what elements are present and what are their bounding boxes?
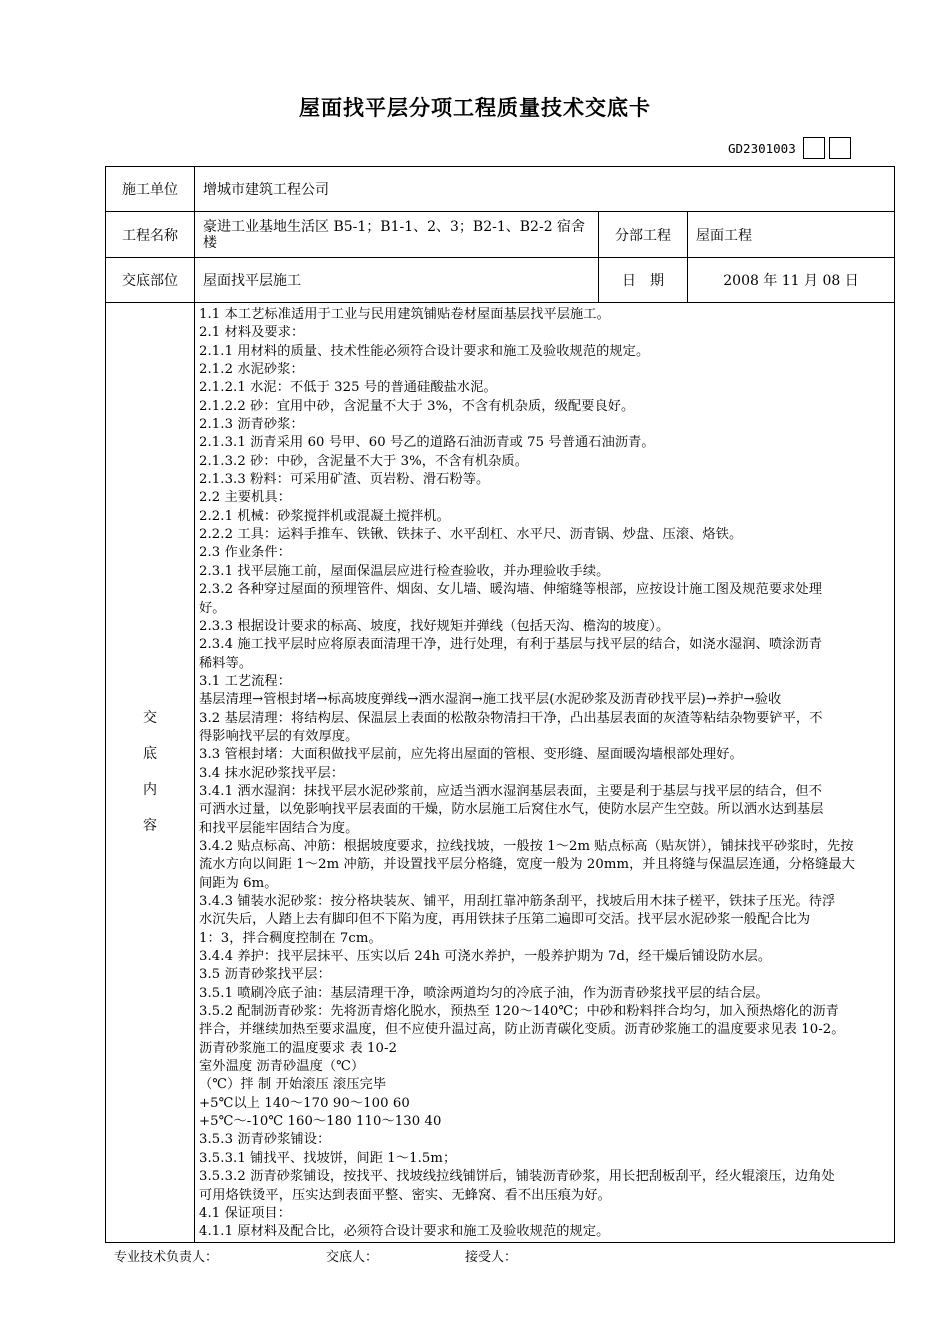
content-line: 2.1.3.3 粉料：可采用矿渣、页岩粉、滑石粉等。 <box>199 472 490 488</box>
content-line: 2.1.3.1 沥青采用 60 号甲、60 号乙的道路石油沥青或 75 号普通石油沥青。 <box>199 435 655 451</box>
content-line: 4.1 保证项目： <box>199 1205 292 1221</box>
receiver-label: 接受人： <box>465 1250 518 1265</box>
part-value: 屋面找平层施工 <box>195 258 599 303</box>
content-line: 拌合，并继续加热至要求温度，但不应使升温过高，防止沥青碳化变质。沥青砂浆施工的温度要求见表 10-2。 <box>199 1022 845 1038</box>
subproject-label: 分部工程 <box>599 212 688 258</box>
date-label: 日 期 <box>599 258 688 303</box>
content-line: 2.3.1 找平层施工前，屋面保温层应进行检查验收，并办理验收手续。 <box>199 563 610 579</box>
code-checkbox-1 <box>803 137 825 159</box>
content-line: 3.1 工艺流程： <box>199 673 292 689</box>
content-vertical-label <box>106 303 195 1243</box>
content-line: 2.1.3 沥青砂浆： <box>199 417 304 433</box>
content-line: 3.4.4 养护：找平层抹平、压实以后 24h 可浇水养护，一般养护期为 7d，经干燥后铺设防水层。 <box>199 949 772 965</box>
date-value: 2008 年 11 月 08 日 <box>688 258 895 303</box>
content-line: 3.2 基层清理：将结构层、保温层上表面的松散杂物清扫干净，凸出基层表面的灰渣等粘结杂物要铲平，不 <box>199 710 823 726</box>
content-line: 1：3，拌合稠度控制在 7cm。 <box>199 930 382 946</box>
disclosure-table <box>105 166 895 1243</box>
content-line: 得影响找平层的有效厚度。 <box>199 728 359 744</box>
content-line: 3.4.2 贴点标高、冲筋：根据坡度要求，拉线找坡，一般按 1～2m 贴点标高（贴灰饼），铺抹找平砂浆时，先按 <box>199 838 854 854</box>
content-label-char: 容 <box>143 818 157 835</box>
content-line: 3.5.1 喷刷冷底子油：基层清理干净，喷涂两道均匀的冷底子油，作为沥青砂浆找平层的结合层。 <box>199 985 769 1001</box>
part-label: 交底部位 <box>106 258 195 303</box>
content-line: 基层清理→管根封堵→标高坡度弹线→洒水湿润→施工找平层(水泥砂浆及沥青砂找平层)→养护→验收 <box>199 692 782 708</box>
content-line: 3.5 沥青砂浆找平层： <box>199 967 331 983</box>
content-line: +5℃以上 140～170 90～100 60 <box>199 1095 410 1111</box>
content-line: 2.1.2.1 水泥：不低于 325 号的普通硅酸盐水泥。 <box>199 380 497 396</box>
project-value: 豪进工业基地生活区 B5-1；B1-1、2、3；B2-1、B2-2 宿舍楼 <box>195 212 599 258</box>
tech-lead-label: 专业技术负责人： <box>114 1250 219 1265</box>
content-line: 稀料等。 <box>199 655 253 671</box>
content-line: 3.5.3.2 沥青砂浆铺设，按找平、找坡线拉线铺饼后，铺装沥青砂浆，用长把刮板刮平，经火辊滚压，边角处 <box>199 1169 835 1185</box>
content-line: 好。 <box>199 600 226 616</box>
content-line: 2.1.2 水泥砂浆： <box>199 362 304 378</box>
content-lines <box>199 306 890 1242</box>
content-line: 4.1.1 原材料及配合比，必须符合设计要求和施工及验收规范的规定。 <box>199 1224 610 1240</box>
content-line: 2.1 材料及要求： <box>199 325 305 341</box>
content-line: 2.1.3.2 砂：中砂，含泥量不大于 3%，不含有机杂质。 <box>199 453 529 469</box>
content-line: 可洒水过量，以免影响找平层表面的干燥，防水层施工后窝住水气，使防水层产生空鼓。所以洒水达到基层 <box>199 802 824 818</box>
project-label: 工程名称 <box>106 212 195 258</box>
content-line: 和找平层能牢固结合为度。 <box>199 820 359 836</box>
content-label-char: 内 <box>143 782 157 799</box>
document-code: GD2301003 <box>728 140 796 156</box>
content-line: 2.3.4 施工找平层时应将原表面清理干净，进行处理，有利于基层与找平层的结合，如浇水湿润、喷涂沥青 <box>199 637 822 653</box>
disclosure-content <box>195 303 895 1243</box>
content-line: 沥青砂浆施工的温度要求 表 10-2 <box>199 1040 398 1056</box>
content-line: 2.3.3 根据设计要求的标高、坡度，找好规矩并弹线（包括天沟、檐沟的坡度）。 <box>199 618 670 634</box>
content-line: 3.5.3 沥青砂浆铺设： <box>199 1132 331 1148</box>
content-label-char: 底 <box>143 746 157 763</box>
content-label-char: 交 <box>143 710 157 727</box>
content-line: 3.3 管根封堵：大面积做找平层前，应先将出屋面的管根、变形缝、屋面暖沟墙根部处理好。 <box>199 747 743 763</box>
subproject-value: 屋面工程 <box>688 212 895 258</box>
content-line: 流水方向以间距 1～2m 冲筋，并设置找平层分格缝，宽度一般为 20mm，并且将缝与保温层连通，分格缝最大 <box>199 857 856 873</box>
document-code-row <box>728 136 851 160</box>
content-line: +5℃～-10℃ 160～180 110～130 40 <box>199 1114 442 1130</box>
content-line: 2.1.2.2 砂：宜用中砂，含泥量不大于 3%，不含有机杂质，级配要良好。 <box>199 398 635 414</box>
content-line: 可用烙铁烫平，压实达到表面平整、密实、无蜂窝、看不出压痕为好。 <box>199 1187 611 1203</box>
presenter-label: 交底人： <box>326 1250 379 1265</box>
unit-label: 施工单位 <box>106 167 195 212</box>
content-line: 3.4.3 铺装水泥砂浆：按分格块装灰、铺平，用刮扛靠冲筋条刮平，找坡后用木抹子槎平，铁抹子压光。待浮 <box>199 894 836 909</box>
content-line: 2.1.1 用材料的质量、技术性能必须符合设计要求和施工及验收规范的规定。 <box>199 343 650 359</box>
content-line: 2.2.2 工具：运料手推车、铁锹、铁抹子、水平刮杠、水平尺、沥青锅、炒盘、压滚、烙铁。 <box>199 527 743 543</box>
content-line: 2.2.1 机械：砂浆搅拌机或混凝土搅拌机。 <box>199 508 450 524</box>
content-line: 3.4 抹水泥砂浆找平层： <box>199 765 345 781</box>
content-line: （℃）拌 制 开始滚压 滚压完毕 <box>199 1077 387 1093</box>
content-line: 1.1 本工艺标准适用于工业与民用建筑铺贴卷材屋面基层找平层施工。 <box>199 307 610 322</box>
code-checkbox-2 <box>829 137 851 159</box>
unit-value: 增城市建筑工程公司 <box>195 167 895 212</box>
content-line: 3.4.1 洒水湿润：抹找平层水泥砂浆前，应适当洒水湿润基层表面，主要是利于基层与找平层的结合，但不 <box>199 783 822 799</box>
content-line: 2.3.2 各种穿过屋面的预埋管件、烟囱、女儿墙、暖沟墙、伸缩缝等根部，应按设计施工图及规范要求处理 <box>199 582 822 598</box>
content-line: 间距为 6m。 <box>199 875 278 891</box>
signature-footer <box>114 1246 517 1265</box>
content-line: 3.5.2 配制沥青砂浆：先将沥青熔化脱水，预热至 120～140℃；中砂和粉料拌合均匀，加入预热熔化的沥青 <box>199 1004 839 1020</box>
content-line: 水沉失后，人踏上去有脚印但不下陷为度，再用铁抹子压第二遍即可交活。找平层水泥砂浆一般配合比为 <box>199 912 811 928</box>
content-line: 3.5.3.1 铺找平、找坡饼，间距 1～1.5m； <box>199 1150 457 1166</box>
content-line: 2.2 主要机具： <box>199 490 292 506</box>
content-line: 室外温度 沥青砂温度（℃） <box>199 1059 365 1075</box>
document-title: 屋面找平层分项工程质量技术交底卡 <box>299 96 651 120</box>
content-line: 2.3 作业条件： <box>199 545 292 561</box>
